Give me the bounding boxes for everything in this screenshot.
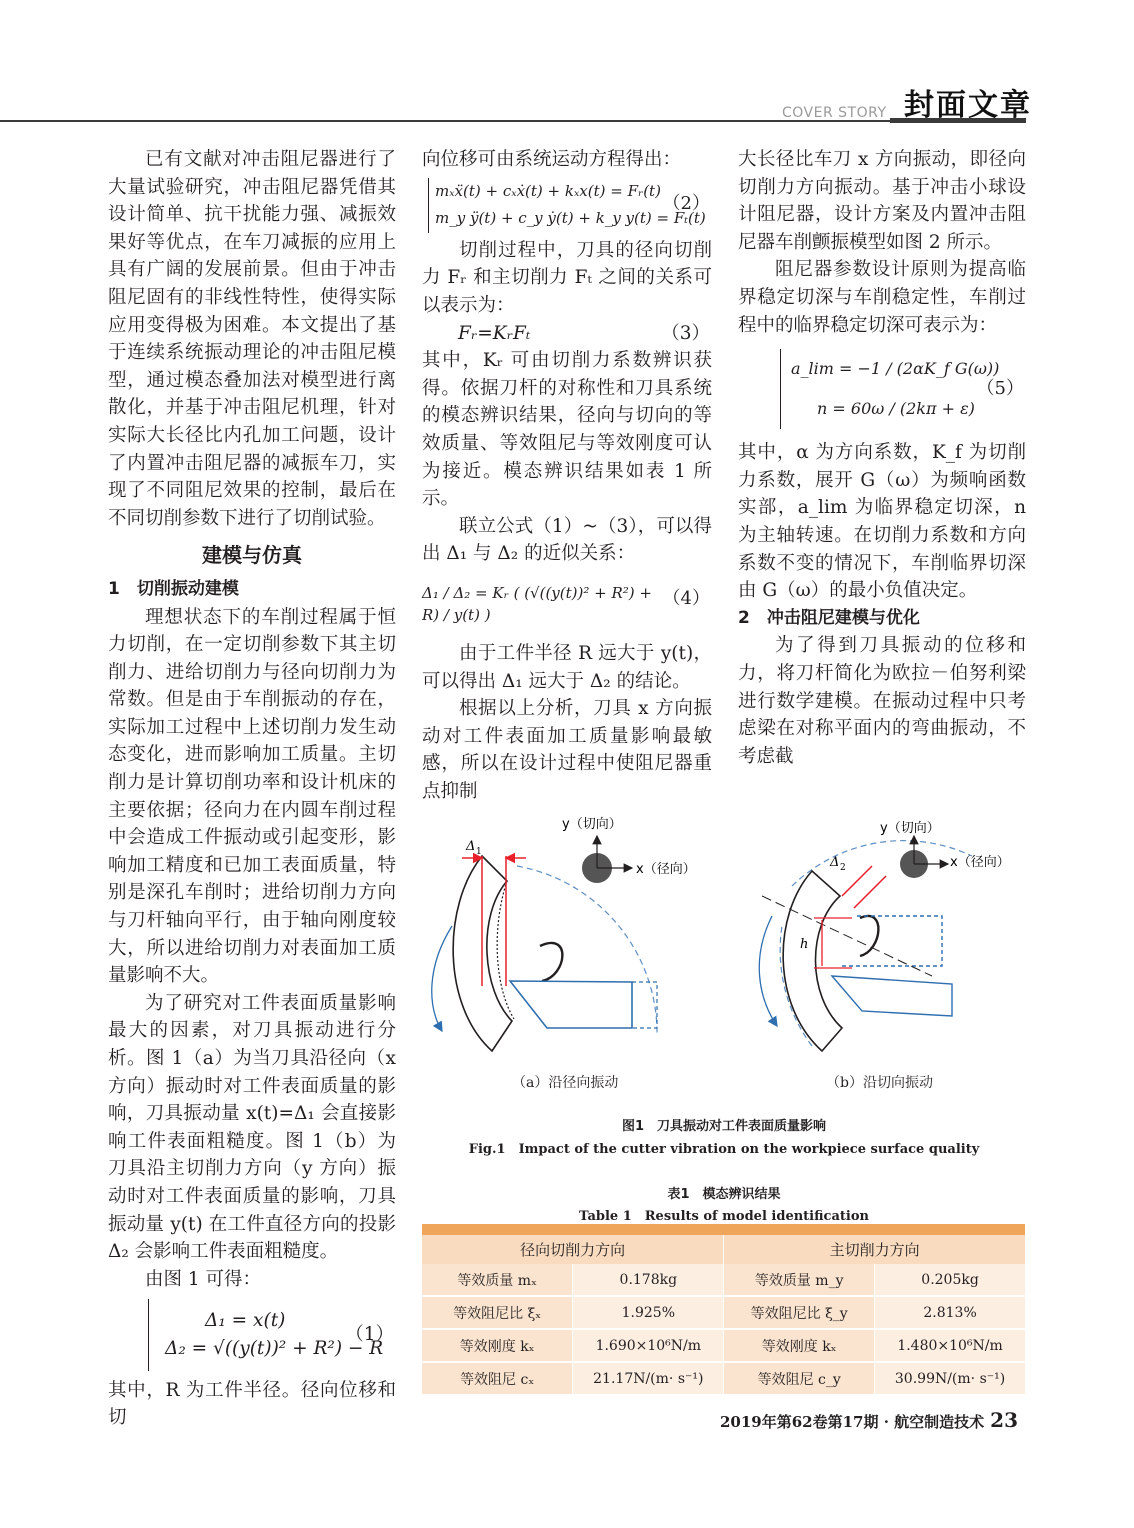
table-row (422, 1296, 1026, 1329)
figure-subcaption-a: （a）沿径向振动 (512, 1075, 619, 1091)
subsection-title: 2 冲击阻尼建模与优化 (738, 607, 920, 628)
table-cell: 0.205kg (875, 1264, 1026, 1296)
table-cell: 1.925% (573, 1296, 724, 1329)
paragraph: 为了研究对工件表面质量影响最大的因素，对刀具振动进行分析。图 1（a）为当刀具沿径向（x 方向）振动时对工件表面质量的影响，刀具振动量 x(t)=Δ₁ 会直接影响工件表面粗糙度。图 1（b）为刀具沿主切削力方向（y 方向）振动时对工件表面质量的影响，刀具振动量 y(t) 在工件直径方向的投影 Δ₂ 会影响工件表面粗糙度。 (108, 992, 396, 1263)
equation-line: Δ₁ / Δ₂ = Kᵣ ( (√((y(t))² + R²) + R) / y(t) ) (422, 583, 652, 624)
paragraph: 为了得到刀具振动的位移和力，将刀杆简化为欧拉－伯努利梁进行数学建模。在振动过程中只考虑梁在对称平面内的弯曲振动，不考虑截 (738, 635, 1026, 767)
section-title: 建模与仿真 (202, 543, 302, 568)
header-chinese: 封面文章 (904, 88, 1032, 123)
footer-journal: 2019年第62卷第17期 · 航空制造技术 (720, 1413, 985, 1431)
equation-number: （1） (345, 1324, 394, 1346)
page-footer (720, 1408, 1018, 1432)
delta2-line-b (854, 876, 886, 908)
chip-hook (540, 943, 562, 981)
equation-1 (148, 1299, 396, 1370)
figure-caption-en: Fig.1 Impact of the cutter vibration on the workpiece surface quality (468, 1142, 980, 1157)
results-table (422, 1224, 1026, 1396)
equation-5 (780, 349, 1026, 429)
table-caption-en: Table 1 Results of model identification (579, 1209, 869, 1224)
table-cell: 等效质量 m_y (724, 1264, 875, 1296)
paragraph: 阻尼器参数设计原则为提高临界稳定切深与车削稳定性，车削过程中的临界稳定切深可表示为： (738, 259, 1026, 336)
table-cell: 等效阻尼比 ξ_y (724, 1296, 875, 1329)
column-1 (108, 146, 396, 1432)
paragraph: 联立公式（1）~（3），可以得出 Δ₁ 与 Δ₂ 的近似关系： (422, 515, 712, 565)
paragraph: 已有文献对冲击阻尼器进行了大量试验研究，冲击阻尼器凭借其设计简单、抗干扰能力强、减振效果好等优点，在车刀减振的应用上具有广阔的发展前景。但由于冲击阻尼固有的非线性特性，使得实际应用变得极为困难。本文提出了基于连续系统振动理论的冲击阻尼模型，通过模态叠加法对模型进行离散化，并基于冲击阻尼机理，针对实际大长径比内孔加工问题，设计了内置冲击阻尼器的减振车刀，实现了不同阻尼效果的控制，最后在不同切削参数下进行了切削试验。 (108, 149, 396, 529)
equation-number: （2） (662, 192, 710, 214)
equation-4 (422, 574, 712, 630)
h-label: h (800, 937, 809, 952)
figure-panel-a (432, 817, 696, 1051)
figure-1 (422, 806, 1026, 1106)
figure-panel-b (759, 821, 1009, 1051)
column-2 (422, 146, 712, 805)
paragraph: 由图 1 可得： (145, 1268, 262, 1290)
equation-line: m_y ÿ(t) + c_y ẏ(t) + k_y y(t) = Fₜ(t) (435, 209, 706, 228)
figure-caption-cn: 图1 刀具振动对工件表面质量影响 (621, 1119, 827, 1134)
equation-line: mₓẍ(t) + cₓẋ(t) + kₓx(t) = Fᵣ(t) (435, 181, 661, 200)
figure-subcaption-b: （b）沿切向振动 (826, 1075, 933, 1091)
table-cell: 0.178kg (573, 1264, 724, 1296)
table-header-row (422, 1235, 1026, 1264)
workpiece-outline (517, 866, 657, 1036)
table-cell: 等效刚度 kₓ (724, 1329, 875, 1362)
equation-line: Δ₁ = x(t) (205, 1310, 286, 1332)
y-axis-label: y（切向） (562, 817, 622, 832)
table-header-right: 主切削力方向 (724, 1235, 1026, 1264)
equation-3 (422, 320, 712, 348)
delta2-subscript: 2 (840, 863, 846, 873)
table-row (422, 1264, 1026, 1296)
x-axis-label: x（径向） (950, 855, 1010, 870)
table-cell: 等效刚度 kₓ (422, 1329, 573, 1362)
table-caption-cn: 表1 模态辨识结果 (667, 1187, 781, 1202)
delta1-subscript: 1 (476, 847, 482, 857)
paragraph: 其中，Kᵣ 可由切削力系数辨识获得。依据刀杆的对称性和刀具系统的模态辨识结果，径向与切向的等效质量、等效阻尼与等效刚度可认为接近。模态辨识结果如表 1 所示。 (422, 350, 712, 510)
table-cell: 1.480×10⁶N/m (875, 1329, 1026, 1362)
header-english: COVER STORY (782, 105, 887, 121)
x-axis-label: x（径向） (636, 862, 696, 877)
table-row (422, 1362, 1026, 1395)
paragraph: 切削过程中，刀具的径向切削力 Fᵣ 和主切削力 Fₜ 之间的关系可以表示为： (422, 239, 712, 316)
y-axis-label: y（切向） (880, 821, 940, 836)
subsection-title: 1 切削振动建模 (108, 578, 239, 599)
paragraph: 其中，R 为工件半径。径向位移和切 (108, 1379, 396, 1429)
table-cell: 等效阻尼比 ξₓ (422, 1296, 573, 1329)
table-top-bar (422, 1224, 1026, 1235)
paragraph: 由于工件半径 R 远大于 y(t)，可以得出 Δ₁ 远大于 Δ₂ 的结论。 (422, 642, 712, 692)
table-row (422, 1329, 1026, 1362)
rotation-arrow (759, 916, 777, 1026)
equation-line: Δ₂ = √((y(t))² + R²) − R (165, 1337, 384, 1359)
column-3 (738, 146, 1026, 770)
equation-number: （5） (976, 378, 1024, 400)
paragraph: 理想状态下的车削过程属于恒力切削，在一定切削参数下其主切削力、进给切削力与径向切削力为常数。但是由于车削振动的存在，实际加工过程中上述切削力发生动态变化，进而影响加工质量。主切削力是计算切削功率和设计机床的主要依据；径向力在内圆车削过程中会造成工件振动或引起变形，影响加工精度和已加工表面质量，特别是深孔车削时；进给切削力方向与刀杆轴向平行，由于轴向刚度较大，所以进给切削力对表面加工质量影响不大。 (108, 606, 396, 987)
paragraph: 大长径比车刀 x 方向振动，即径向切削力方向振动。基于冲击小球设计阻尼器，设计方案及内置冲击阻尼器车削颤振模型如图 2 所示。 (738, 149, 1026, 253)
equation-number: （4） (662, 587, 710, 609)
equation-2 (428, 178, 712, 233)
table-cell: 等效质量 mₓ (422, 1264, 573, 1296)
cutter-profile (783, 871, 842, 1051)
rotation-arrow (432, 926, 452, 1031)
equation-line: n = 60ω / (2kπ + ε) (817, 399, 975, 419)
delta1-label: Δ (466, 839, 476, 854)
equation-line: Fᵣ=KᵣFₜ (458, 322, 531, 344)
table-cell: 等效阻尼 cₓ (422, 1362, 573, 1395)
delta2-label: Δ (830, 855, 840, 870)
paragraph: 向位移可由系统运动方程得出： (422, 149, 682, 170)
table-cell: 2.813% (875, 1296, 1026, 1329)
table-cell: 21.17N/(m· s⁻¹) (573, 1362, 724, 1395)
table-cell: 30.99N/(m· s⁻¹) (875, 1362, 1026, 1395)
page-number: 23 (990, 1408, 1019, 1432)
tool-holder (510, 981, 632, 1028)
tool-holder-end (632, 982, 657, 1028)
paragraph: 根据以上分析，刀具 x 方向振动对工件表面加工质量影响最敏感，所以在设计过程中使阻尼器重点抑制 (422, 698, 712, 802)
table-cell: 1.690×10⁶N/m (573, 1329, 724, 1362)
table-header-left: 径向切削力方向 (422, 1235, 724, 1264)
equation-line: a_lim = −1 / (2αK_f G(ω)) (791, 359, 1000, 379)
table-cell: 等效阻尼 c_y (724, 1362, 875, 1395)
delta2-line-a (842, 866, 872, 896)
tool-holder (832, 976, 952, 1016)
equation-number: （3） (661, 322, 710, 344)
paragraph: 其中，α 为方向系数，K_f 为切削力系数，展开 G（ω）为频响函数实部，a_lim 为临界稳定切深，n 为主轴转速。在切削力系数和方向系数不变的情况下，车削临界切深由 G（ω）的最小负值决定。 (738, 442, 1026, 602)
